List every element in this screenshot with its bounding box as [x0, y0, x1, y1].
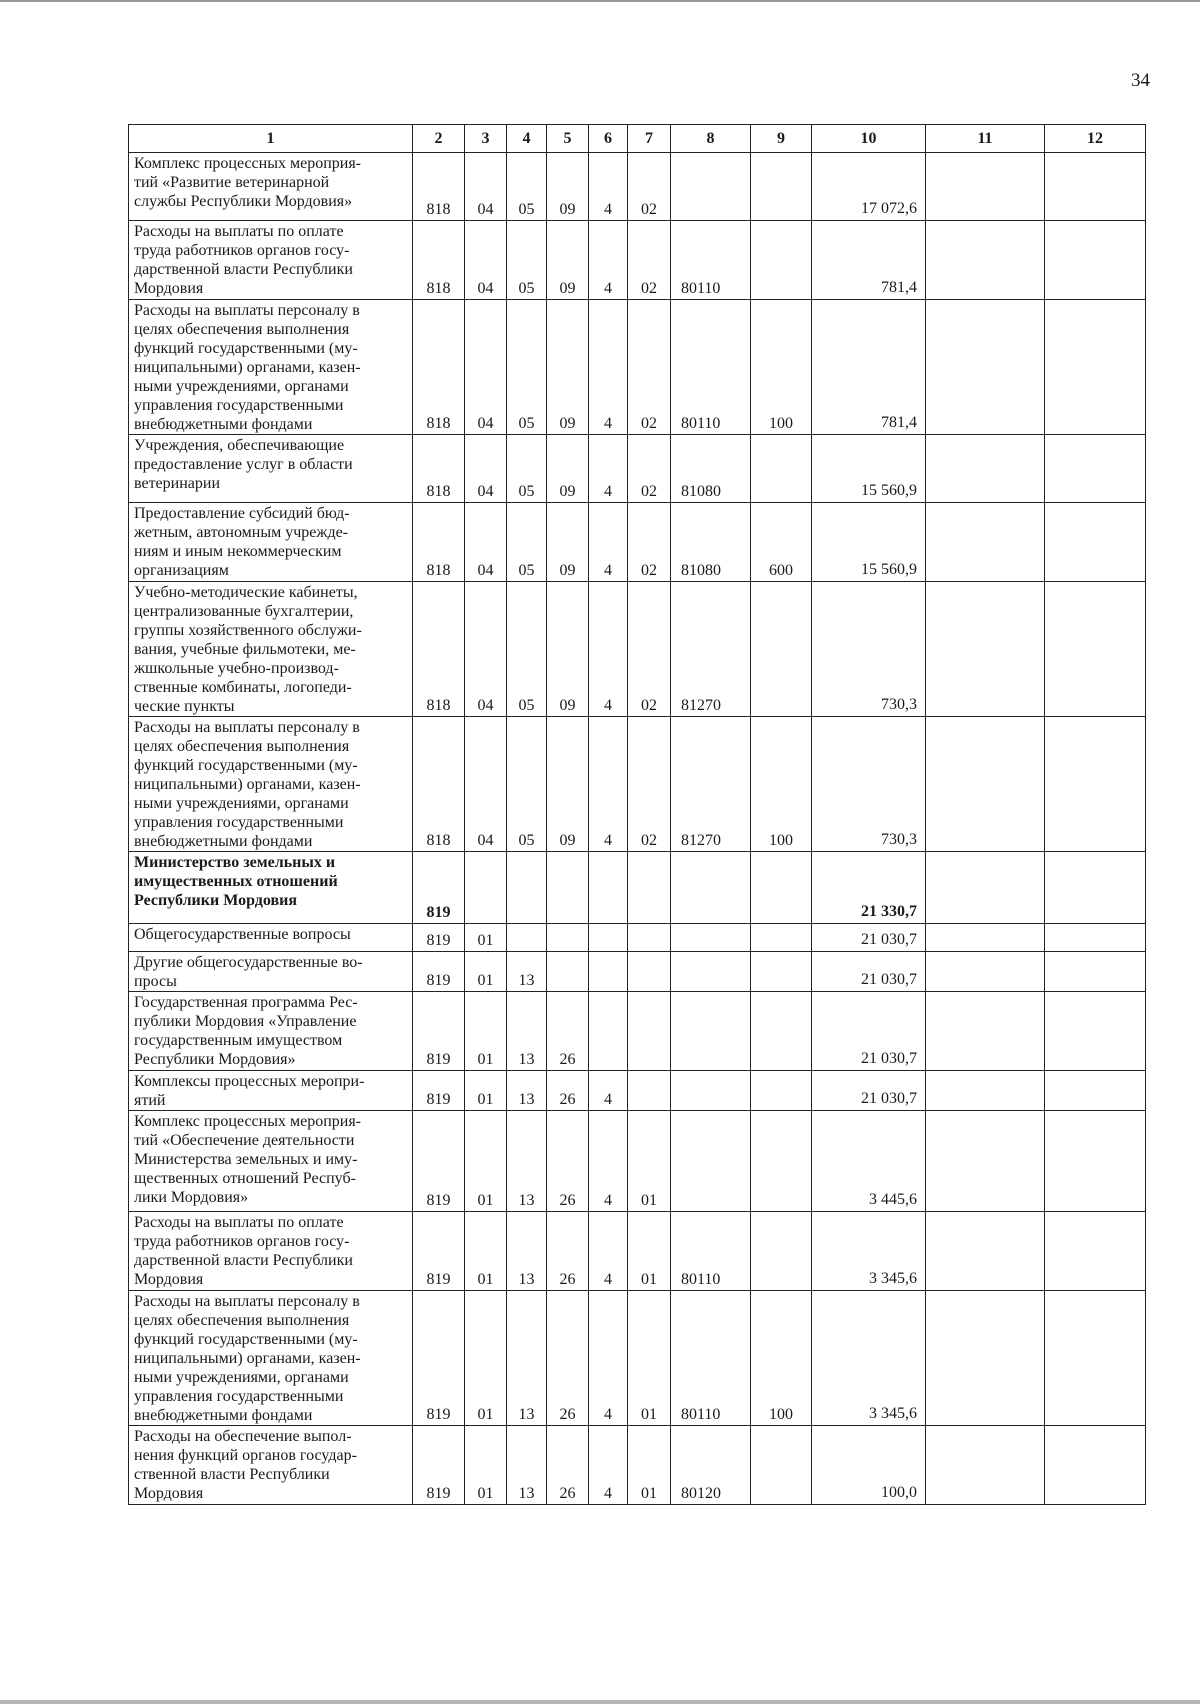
table-row [129, 300, 1146, 435]
cell-section: 01 [465, 1291, 507, 1426]
cell-kvsr: 819 [413, 952, 465, 992]
cell-subsection: 05 [507, 300, 547, 435]
budget-table [128, 124, 1146, 1505]
cell-col-11 [926, 924, 1045, 952]
cell-direction: 81270 [671, 582, 751, 717]
cell-program: 09 [547, 503, 589, 582]
cell-program [547, 852, 589, 924]
cell-direction [671, 1071, 751, 1111]
cell-program: 26 [547, 1071, 589, 1111]
cell-section: 04 [465, 300, 507, 435]
cell-direction [671, 952, 751, 992]
cell-subsection: 05 [507, 221, 547, 300]
cell-kvsr: 819 [413, 1291, 465, 1426]
cell-expense-type [751, 435, 812, 503]
cell-event: 02 [628, 153, 671, 221]
cell-subprogram: 4 [589, 435, 628, 503]
cell-kvsr: 819 [413, 992, 465, 1071]
cell-amount: 21 030,7 [812, 924, 926, 952]
cell-kvsr: 819 [413, 1111, 465, 1212]
cell-event: 02 [628, 221, 671, 300]
page-number: 34 [1131, 70, 1150, 91]
cell-subprogram: 4 [589, 1212, 628, 1291]
col-header: 2 [413, 125, 465, 153]
cell-kvsr: 818 [413, 503, 465, 582]
table-row [129, 1291, 1146, 1426]
cell-amount: 3 345,6 [812, 1291, 926, 1426]
cell-direction: 80110 [671, 1212, 751, 1291]
cell-expense-type [751, 221, 812, 300]
cell-section [465, 852, 507, 924]
cell-col-12 [1045, 952, 1146, 992]
cell-subsection: 13 [507, 1111, 547, 1212]
cell-amount: 730,3 [812, 582, 926, 717]
cell-amount: 15 560,9 [812, 503, 926, 582]
cell-event [628, 924, 671, 952]
cell-section: 01 [465, 952, 507, 992]
cell-event [628, 852, 671, 924]
col-header: 12 [1045, 125, 1146, 153]
cell-name: Предоставление субсидий бюд- жетным, автономным учрежде- ниям и иным некоммерческим организациям [129, 503, 413, 582]
cell-col-11 [926, 300, 1045, 435]
cell-col-12 [1045, 435, 1146, 503]
cell-subsection [507, 924, 547, 952]
cell-section: 01 [465, 1426, 507, 1505]
cell-amount: 21 030,7 [812, 1071, 926, 1111]
cell-section: 04 [465, 435, 507, 503]
table-row [129, 952, 1146, 992]
cell-subprogram: 4 [589, 153, 628, 221]
cell-direction: 81080 [671, 503, 751, 582]
table-row [129, 1111, 1146, 1212]
cell-name: Комплексы процессных меропри- ятий [129, 1071, 413, 1111]
cell-col-11 [926, 852, 1045, 924]
cell-event [628, 952, 671, 992]
cell-event: 01 [628, 1111, 671, 1212]
cell-col-12 [1045, 852, 1146, 924]
cell-section: 04 [465, 503, 507, 582]
cell-expense-type [751, 1111, 812, 1212]
cell-event: 02 [628, 435, 671, 503]
cell-col-11 [926, 582, 1045, 717]
table-row [129, 503, 1146, 582]
cell-amount: 21 330,7 [812, 852, 926, 924]
table-row [129, 1071, 1146, 1111]
cell-col-12 [1045, 221, 1146, 300]
cell-program: 09 [547, 717, 589, 852]
cell-col-11 [926, 952, 1045, 992]
cell-col-12 [1045, 582, 1146, 717]
cell-section: 01 [465, 924, 507, 952]
cell-program: 09 [547, 153, 589, 221]
cell-name: Комплекс процессных мероприя- тий «Обеспечение деятельности Министерства земельных и иму- щественных отношений Респуб- лики Мордовия» [129, 1111, 413, 1212]
table-row [129, 1426, 1146, 1505]
cell-name: Учебно-методические кабинеты, централизованные бухгалтерии, группы хозяйственного обслужи- вания, учебные фильмотеки, ме- жшкольные учебно-производ- ственные комбинаты, логопеди- ческие пункты [129, 582, 413, 717]
cell-name: Другие общегосударственные во- просы [129, 952, 413, 992]
cell-amount: 21 030,7 [812, 952, 926, 992]
cell-program: 26 [547, 1212, 589, 1291]
cell-program [547, 924, 589, 952]
cell-amount: 781,4 [812, 221, 926, 300]
cell-kvsr: 818 [413, 717, 465, 852]
cell-direction: 80120 [671, 1426, 751, 1505]
cell-subsection [507, 852, 547, 924]
cell-direction: 81270 [671, 717, 751, 852]
cell-subsection: 05 [507, 582, 547, 717]
table-row [129, 153, 1146, 221]
cell-event [628, 992, 671, 1071]
cell-col-11 [926, 503, 1045, 582]
cell-expense-type [751, 153, 812, 221]
cell-expense-type [751, 992, 812, 1071]
cell-section: 01 [465, 1212, 507, 1291]
cell-amount: 17 072,6 [812, 153, 926, 221]
cell-subsection: 13 [507, 1426, 547, 1505]
cell-col-11 [926, 435, 1045, 503]
cell-event [628, 1071, 671, 1111]
cell-col-11 [926, 717, 1045, 852]
cell-program: 09 [547, 435, 589, 503]
cell-subsection: 13 [507, 992, 547, 1071]
cell-event: 01 [628, 1212, 671, 1291]
cell-section: 04 [465, 582, 507, 717]
cell-amount: 15 560,9 [812, 435, 926, 503]
cell-subsection: 05 [507, 503, 547, 582]
cell-col-12 [1045, 1291, 1146, 1426]
cell-expense-type [751, 582, 812, 717]
cell-col-12 [1045, 153, 1146, 221]
cell-kvsr: 818 [413, 582, 465, 717]
cell-direction [671, 852, 751, 924]
cell-amount: 3 345,6 [812, 1212, 926, 1291]
cell-col-12 [1045, 1212, 1146, 1291]
cell-program [547, 952, 589, 992]
cell-direction [671, 1111, 751, 1212]
table-row [129, 924, 1146, 952]
cell-kvsr: 819 [413, 1071, 465, 1111]
cell-expense-type [751, 1212, 812, 1291]
cell-col-11 [926, 1426, 1045, 1505]
cell-subprogram: 4 [589, 503, 628, 582]
table-row [129, 582, 1146, 717]
cell-amount: 100,0 [812, 1426, 926, 1505]
cell-col-12 [1045, 1071, 1146, 1111]
cell-expense-type: 100 [751, 717, 812, 852]
cell-name: Расходы на выплаты персоналу в целях обеспечения выполнения функций государственными (му- ниципальными) органами, казен- ными учреждениями, органами управления государственными внебюджетными фондами [129, 300, 413, 435]
cell-section: 04 [465, 153, 507, 221]
table-row [129, 992, 1146, 1071]
cell-kvsr: 819 [413, 852, 465, 924]
cell-col-11 [926, 153, 1045, 221]
cell-direction [671, 924, 751, 952]
cell-subsection: 13 [507, 1071, 547, 1111]
cell-name: Расходы на выплаты персоналу в целях обеспечения выполнения функций государственными (му- ниципальными) органами, казен- ными учреждениями, органами управления государственными внебюджетными фондами [129, 717, 413, 852]
col-header: 9 [751, 125, 812, 153]
table-row [129, 717, 1146, 852]
col-header: 5 [547, 125, 589, 153]
col-header: 7 [628, 125, 671, 153]
cell-subprogram: 4 [589, 1071, 628, 1111]
cell-subsection: 13 [507, 1291, 547, 1426]
cell-kvsr: 819 [413, 1212, 465, 1291]
cell-direction: 80110 [671, 221, 751, 300]
table-row [129, 852, 1146, 924]
cell-event: 02 [628, 300, 671, 435]
cell-direction [671, 992, 751, 1071]
cell-subprogram [589, 992, 628, 1071]
col-header: 4 [507, 125, 547, 153]
table-row [129, 221, 1146, 300]
cell-kvsr: 818 [413, 153, 465, 221]
cell-subprogram: 4 [589, 1426, 628, 1505]
cell-program: 09 [547, 221, 589, 300]
cell-expense-type [751, 1071, 812, 1111]
col-header: 10 [812, 125, 926, 153]
cell-col-11 [926, 992, 1045, 1071]
cell-subprogram: 4 [589, 717, 628, 852]
cell-kvsr: 818 [413, 221, 465, 300]
col-header: 11 [926, 125, 1045, 153]
cell-col-12 [1045, 503, 1146, 582]
cell-amount: 21 030,7 [812, 992, 926, 1071]
cell-expense-type: 100 [751, 1291, 812, 1426]
cell-name: Министерство земельных и имущественных отношений Республики Мордовия [129, 852, 413, 924]
cell-col-12 [1045, 717, 1146, 852]
cell-direction: 81080 [671, 435, 751, 503]
cell-subprogram: 4 [589, 1291, 628, 1426]
cell-section: 01 [465, 992, 507, 1071]
cell-expense-type [751, 952, 812, 992]
cell-event: 02 [628, 503, 671, 582]
cell-event: 01 [628, 1291, 671, 1426]
cell-subprogram [589, 852, 628, 924]
cell-amount: 3 445,6 [812, 1111, 926, 1212]
col-header: 8 [671, 125, 751, 153]
cell-program: 26 [547, 1291, 589, 1426]
cell-direction: 80110 [671, 300, 751, 435]
cell-kvsr: 819 [413, 1426, 465, 1505]
scan-edge-bottom [0, 1700, 1200, 1704]
cell-event: 02 [628, 717, 671, 852]
cell-name: Расходы на выплаты по оплате труда работников органов госу- дарственной власти Республики Мордовия [129, 221, 413, 300]
cell-name: Общегосударственные вопросы [129, 924, 413, 952]
cell-subsection: 05 [507, 717, 547, 852]
cell-subsection: 13 [507, 1212, 547, 1291]
table-row [129, 435, 1146, 503]
scan-edge-top [0, 0, 1200, 2]
cell-name: Государственная программа Рес- публики Мордовия «Управление государственным имуществом Республики Мордовия» [129, 992, 413, 1071]
cell-name: Расходы на выплаты по оплате труда работников органов госу- дарственной власти Республики Мордовия [129, 1212, 413, 1291]
col-header: 3 [465, 125, 507, 153]
cell-section: 04 [465, 717, 507, 852]
cell-kvsr: 818 [413, 435, 465, 503]
col-header: 6 [589, 125, 628, 153]
cell-expense-type: 600 [751, 503, 812, 582]
cell-program: 26 [547, 1426, 589, 1505]
cell-amount: 781,4 [812, 300, 926, 435]
cell-section: 01 [465, 1071, 507, 1111]
cell-section: 04 [465, 221, 507, 300]
cell-subprogram: 4 [589, 1111, 628, 1212]
col-header: 1 [129, 125, 413, 153]
cell-program: 26 [547, 1111, 589, 1212]
cell-subprogram [589, 924, 628, 952]
header-row [129, 125, 1146, 153]
cell-kvsr: 819 [413, 924, 465, 952]
table-row [129, 1212, 1146, 1291]
cell-kvsr: 818 [413, 300, 465, 435]
table-body [129, 153, 1146, 1505]
cell-direction: 80110 [671, 1291, 751, 1426]
cell-subprogram [589, 952, 628, 992]
cell-program: 09 [547, 300, 589, 435]
cell-name: Учреждения, обеспечивающие предоставление услуг в области ветеринарии [129, 435, 413, 503]
cell-col-11 [926, 1111, 1045, 1212]
cell-col-11 [926, 1071, 1045, 1111]
cell-subsection: 13 [507, 952, 547, 992]
cell-program: 26 [547, 992, 589, 1071]
cell-expense-type [751, 924, 812, 952]
cell-subsection: 05 [507, 435, 547, 503]
cell-amount: 730,3 [812, 717, 926, 852]
cell-expense-type [751, 1426, 812, 1505]
cell-event: 01 [628, 1426, 671, 1505]
cell-name: Расходы на выплаты персоналу в целях обеспечения выполнения функций государственными (му- ниципальными) органами, казен- ными учреждениями, органами управления государственными внебюджетными фондами [129, 1291, 413, 1426]
cell-subprogram: 4 [589, 221, 628, 300]
cell-col-12 [1045, 992, 1146, 1071]
cell-section: 01 [465, 1111, 507, 1212]
cell-subprogram: 4 [589, 582, 628, 717]
cell-expense-type: 100 [751, 300, 812, 435]
cell-subsection: 05 [507, 153, 547, 221]
cell-col-11 [926, 221, 1045, 300]
cell-col-12 [1045, 924, 1146, 952]
cell-col-12 [1045, 300, 1146, 435]
cell-name: Комплекс процессных мероприя- тий «Развитие ветеринарной службы Республики Мордовия» [129, 153, 413, 221]
cell-expense-type [751, 852, 812, 924]
cell-col-12 [1045, 1111, 1146, 1212]
cell-subprogram: 4 [589, 300, 628, 435]
cell-col-11 [926, 1291, 1045, 1426]
cell-program: 09 [547, 582, 589, 717]
cell-col-12 [1045, 1426, 1146, 1505]
cell-col-11 [926, 1212, 1045, 1291]
cell-name: Расходы на обеспечение выпол- нения функций органов государ- ственной власти Республики Мордовия [129, 1426, 413, 1505]
cell-event: 02 [628, 582, 671, 717]
cell-direction [671, 153, 751, 221]
